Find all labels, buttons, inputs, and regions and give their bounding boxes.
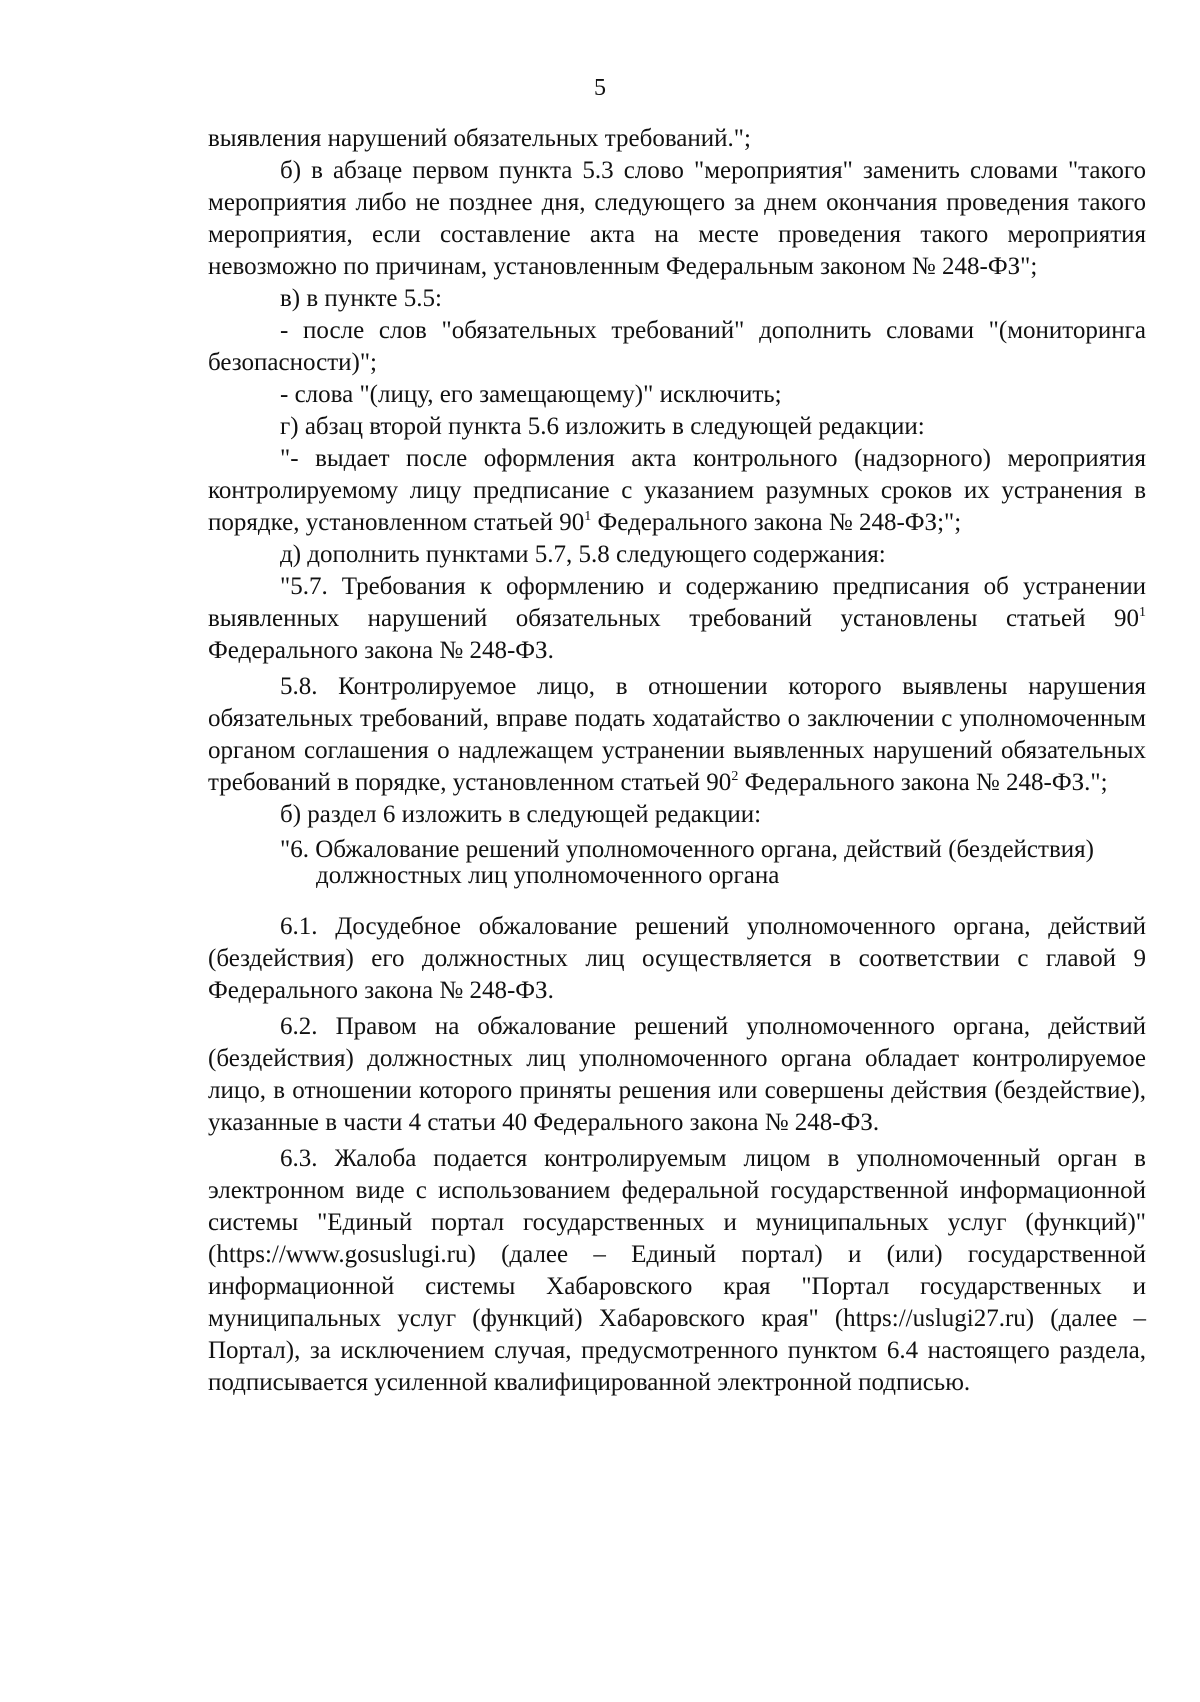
paragraph: - после слов "обязательных требований" дополнить словами "(мониторинга безопасности)"; [208, 317, 1146, 376]
paragraph-text: 5.8. Контролируемое лицо, в отношении которого выявлены нарушения обязательных требований, вправе подать ходатайство о заключении с уполномоченным органом соглашения о надлежащем устранении выявленных нарушений обязательных требований в порядке, установленном статьей 90 [208, 673, 1146, 796]
paragraph: - слова "(лицу, его замещающему)" исключить; [280, 381, 782, 408]
superscript: 2 [731, 769, 739, 784]
paragraph: 6.1. Досудебное обжалование решений уполномоченного органа, действий (бездействия) его должностных лиц осуществляется в соответствии с главой 9 Федерального закона № 248-ФЗ. [208, 913, 1146, 1004]
page-number: 5 [594, 75, 606, 101]
paragraph: д) дополнить пунктами 5.7, 5.8 следующего содержания: [280, 541, 886, 568]
section-heading-line: "6. Обжалование решений уполномоченного органа, действий (бездействия) [280, 836, 1094, 863]
paragraph: выявления нарушений обязательных требований."; [208, 125, 751, 152]
paragraph [208, 443, 1146, 539]
paragraph: г) абзац второй пункта 5.6 изложить в следующей редакции: [280, 413, 925, 440]
paragraph [208, 571, 1146, 667]
paragraph: б) раздел 6 изложить в следующей редакции: [280, 801, 762, 828]
paragraph-text: Федерального закона № 248-ФЗ;"; [591, 509, 962, 536]
paragraph-text: "5.7. Требования к оформлению и содержанию предписания об устранении выявленных нарушений обязательных требований установлены статьей 90 [208, 573, 1146, 632]
paragraph-text: Федерального закона № 248-ФЗ. [208, 637, 554, 664]
paragraph [208, 671, 1146, 799]
paragraph: 6.3. Жалоба подается контролируемым лицом в уполномоченный орган в электронном виде с использованием федеральной государственной информационной системы "Единый портал государственных и муниципальных услуг (функций)" (https://www.gosuslugi.ru) (далее – Единый портал) и (или) государственной информационной системы Хабаровского края "Портал государственных и муниципальных услуг (функций) Хабаровского края" (https://uslugi27.ru) (далее – Портал), за исключением случая, предусмотренного пунктом 6.4 настоящего раздела, подписывается усиленной квалифицированной электронной подписью. [208, 1145, 1146, 1396]
document-body [208, 123, 1146, 1399]
paragraph: б) в абзаце первом пункта 5.3 слово "мероприятия" заменить словами "такого мероприятия либо не позднее дня, следующего за днем окончания проведения такого мероприятия, если составление акта на месте проведения такого мероприятия невозможно по причинам, установленным Федеральным законом № 248-ФЗ"; [208, 157, 1146, 280]
paragraph-text: "- выдает после оформления акта контрольного (надзорного) мероприятия контролируемому лицу предписание с указанием разумных сроков их устранения в порядке, установленном статьей 90 [208, 445, 1146, 536]
section-heading-line: должностных лиц уполномоченного органа [316, 862, 780, 889]
section-heading [208, 837, 1146, 889]
superscript: 1 [1139, 605, 1146, 620]
paragraph-text: Федерального закона № 248-ФЗ."; [738, 769, 1108, 796]
paragraph: в) в пункте 5.5: [280, 285, 442, 312]
paragraph: 6.2. Правом на обжалование решений уполномоченного органа, действий (бездействия) должностных лиц уполномоченного органа обладает контролируемое лицо, в отношении которого приняты решения или совершены действия (бездействие), указанные в части 4 статьи 40 Федерального закона № 248-ФЗ. [208, 1013, 1146, 1136]
superscript: 1 [584, 509, 592, 524]
